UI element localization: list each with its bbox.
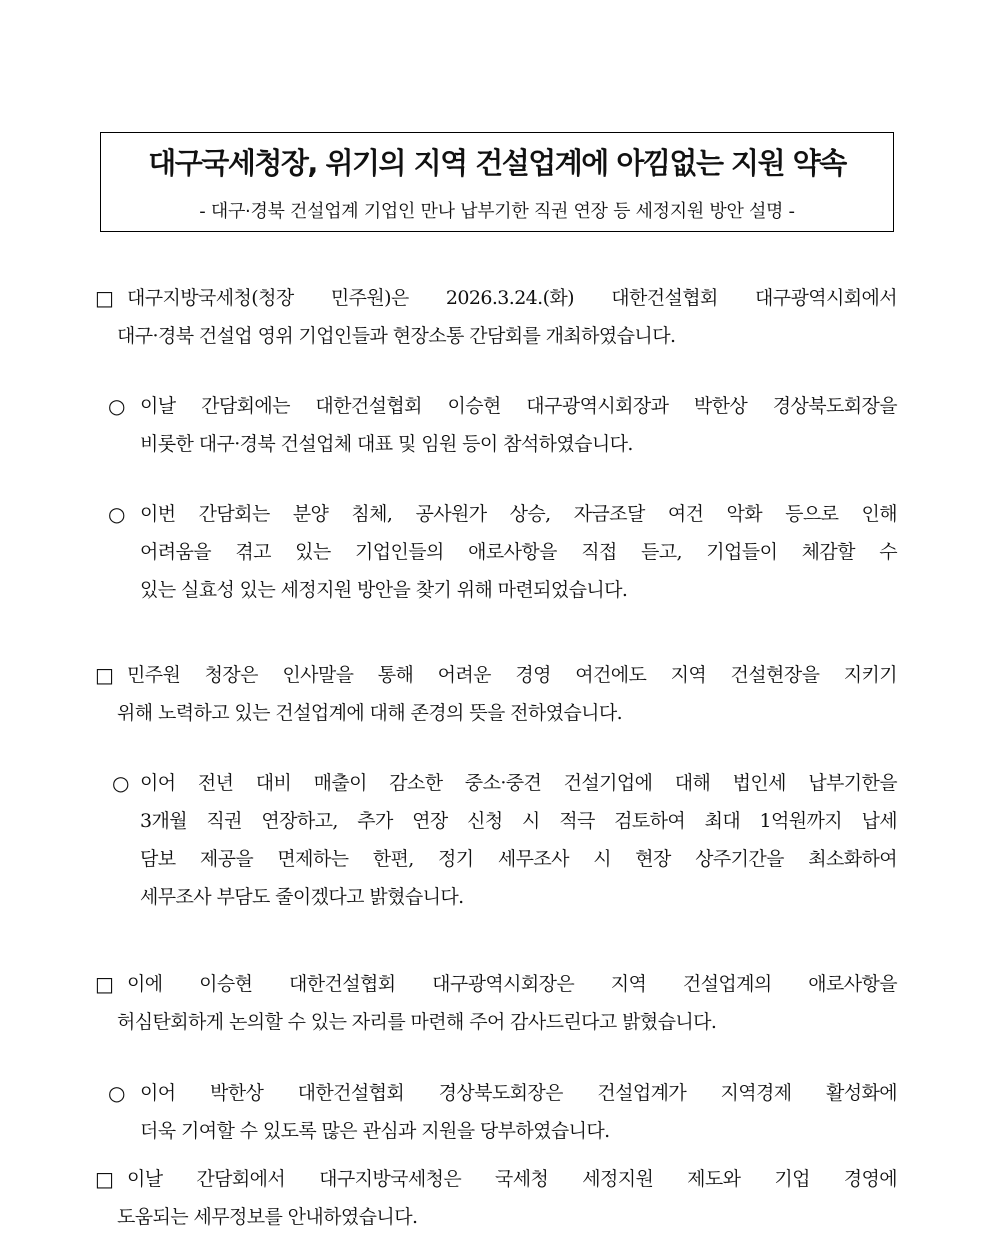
paragraph-line: 더욱 기여할 수 있도록 많은 관심과 지원을 당부하였습니다.	[140, 1120, 610, 1142]
paragraph-2	[108, 387, 897, 463]
circle-bullet-marker: ○	[108, 502, 125, 526]
paragraph-line: 이번 간담회는 분양 침체, 공사원가 상승, 자금조달 여건 악화 등으로 인해	[140, 503, 897, 525]
paragraph-text	[95, 965, 897, 1041]
paragraph-text	[95, 1160, 897, 1236]
circle-bullet-marker: ○	[108, 394, 125, 418]
paragraph-7	[108, 1074, 897, 1150]
paragraph-8	[95, 1160, 897, 1236]
paragraph-text	[108, 1074, 897, 1150]
circle-bullet-marker: ○	[112, 771, 129, 795]
paragraph-line: 이에 이승현 대한건설협회 대구광역시회장은 지역 건설업계의 애로사항을	[127, 973, 897, 995]
paragraph-3	[108, 495, 897, 609]
paragraph-4	[95, 656, 897, 732]
paragraph-line: 이어 박한상 대한건설협회 경상북도회장은 건설업계가 지역경제 활성화에	[140, 1082, 897, 1104]
paragraph-6	[95, 965, 897, 1041]
paragraph-line: 세무조사 부담도 줄이겠다고 밝혔습니다.	[140, 886, 464, 908]
paragraph-line: 이어 전년 대비 매출이 감소한 중소·중견 건설기업에 대해 법인세 납부기한을	[140, 772, 897, 794]
paragraph-line: 이날 간담회에서 대구지방국세청은 국세청 세정지원 제도와 기업 경영에	[127, 1168, 897, 1190]
paragraph-line: 민주원 청장은 인사말을 통해 어려운 경영 여건에도 지역 건설현장을 지키기	[127, 664, 897, 686]
paragraph-line: 위해 노력하고 있는 건설업계에 대해 존경의 뜻을 전하였습니다.	[117, 702, 623, 724]
square-bullet-marker: □	[95, 1167, 114, 1191]
headline-box	[100, 132, 894, 232]
paragraph-text	[108, 495, 897, 609]
paragraph-line: 대구·경북 건설업 영위 기업인들과 현장소통 간담회를 개최하였습니다.	[117, 325, 676, 347]
circle-bullet-marker: ○	[108, 1081, 125, 1105]
paragraph-line: 대구지방국세청(청장 민주원)은 2026.3.24.(화) 대한건설협회 대구광역시회에서	[127, 287, 897, 309]
square-bullet-marker: □	[95, 972, 114, 996]
paragraph-text	[95, 279, 897, 355]
headline-title: 대구국세청장, 위기의 지역 건설업계에 아낌없는 지원 약속	[148, 146, 846, 180]
paragraph-line: 어려움을 겪고 있는 기업인들의 애로사항을 직접 듣고, 기업들이 체감할 수	[140, 541, 897, 563]
paragraph-text	[95, 656, 897, 732]
paragraph-line: 비롯한 대구·경북 건설업체 대표 및 임원 등이 참석하였습니다.	[140, 433, 633, 455]
paragraph-line: 허심탄회하게 논의할 수 있는 자리를 마련해 주어 감사드린다고 밝혔습니다.	[117, 1011, 717, 1033]
paragraph-line: 담보 제공을 면제하는 한편, 정기 세무조사 시 현장 상주기간을 최소화하여	[140, 848, 897, 870]
paragraph-5	[112, 764, 897, 916]
paragraph-line: 이날 간담회에는 대한건설협회 이승현 대구광역시회장과 박한상 경상북도회장을	[140, 395, 897, 417]
paragraph-line: 3개월 직권 연장하고, 추가 연장 신청 시 적극 검토하여 최대 1억원까지 납세	[140, 810, 897, 832]
paragraph-line: 있는 실효성 있는 세정지원 방안을 찾기 위해 마련되었습니다.	[140, 579, 628, 601]
paragraph-1	[95, 279, 897, 355]
headline-subtitle: - 대구·경북 건설업계 기업인 만나 납부기한 직권 연장 등 세정지원 방안 설명 -	[199, 201, 795, 222]
square-bullet-marker: □	[95, 663, 114, 687]
paragraph-text	[112, 764, 897, 916]
paragraph-text	[108, 387, 897, 463]
square-bullet-marker: □	[95, 286, 114, 310]
paragraph-line: 도움되는 세무정보를 안내하였습니다.	[117, 1206, 418, 1228]
